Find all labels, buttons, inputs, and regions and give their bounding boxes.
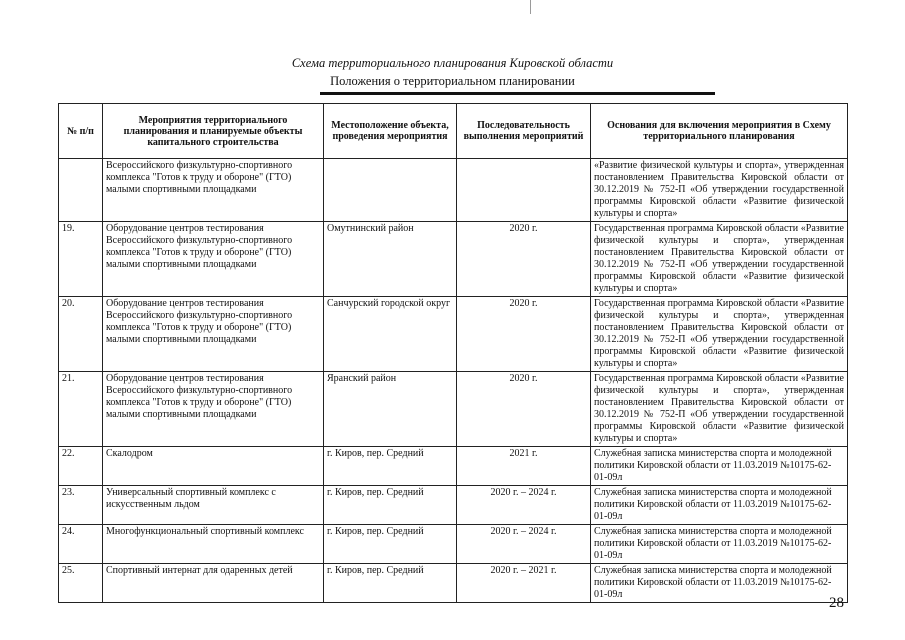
row-number: 23. (59, 486, 103, 525)
row-basis: «Развитие физической культуры и спорта», утвержденная постановлением Правительства Кировской области от 30.12.2019 № 752-П «Об утверждении государственной программы Кировской области «Развитие физической культуры и спорта» (591, 159, 848, 222)
column-header-number: № п/п (59, 104, 103, 159)
row-location: г. Киров, пер. Средний (324, 447, 457, 486)
page-number: 28 (829, 595, 844, 611)
scan-mark (530, 0, 531, 14)
row-basis: Служебная записка министерства спорта и молодежной политики Кировской области от 11.03.2019 №10175-62-01-09л (591, 486, 848, 525)
table-row (59, 222, 848, 297)
row-basis: Служебная записка министерства спорта и молодежной политики Кировской области от 11.03.2019 №10175-62-01-09л (591, 525, 848, 564)
row-sequence: 2020 г. (457, 372, 591, 447)
column-header-basis: Основания для включения мероприятия в Схему территориального планирования (591, 104, 848, 159)
table-header-row (59, 104, 848, 159)
table-row (59, 159, 848, 222)
row-location: Санчурский городской округ (324, 297, 457, 372)
row-sequence: 2020 г. – 2021 г. (457, 564, 591, 603)
row-activity: Скалодром (103, 447, 324, 486)
row-location: Яранский район (324, 372, 457, 447)
table-row (59, 486, 848, 525)
table-row (59, 447, 848, 486)
row-number: 19. (59, 222, 103, 297)
row-location: г. Киров, пер. Средний (324, 486, 457, 525)
row-activity: Оборудование центров тестирования Всероссийского физкультурно-спортивного комплекса "Готов к труду и обороне" (ГТО) малыми спортивными площадками (103, 372, 324, 447)
row-sequence: 2020 г. (457, 222, 591, 297)
row-basis: Государственная программа Кировской области «Развитие физической культуры и спорта», утвержденная постановлением Правительства Кировской области от 30.12.2019 № 752-П «Об утверждении государственной программы Кировской области «Развитие физической культуры и спорта» (591, 297, 848, 372)
row-location: Омутнинский район (324, 222, 457, 297)
table-row (59, 564, 848, 603)
row-activity: Оборудование центров тестирования Всероссийского физкультурно-спортивного комплекса "Готов к труду и обороне" (ГТО) малыми спортивными площадками (103, 297, 324, 372)
row-location: г. Киров, пер. Средний (324, 564, 457, 603)
column-header-sequence: Последовательность выполнения мероприятий (457, 104, 591, 159)
row-sequence: 2021 г. (457, 447, 591, 486)
row-number (59, 159, 103, 222)
row-activity: Спортивный интернат для одаренных детей (103, 564, 324, 603)
row-number: 21. (59, 372, 103, 447)
document-title: Схема территориального планирования Кировской области (291, 56, 614, 70)
column-header-location: Местоположение объекта, проведения мероприятия (324, 104, 457, 159)
row-activity: Универсальный спортивный комплекс с искусственным льдом (103, 486, 324, 525)
row-number: 22. (59, 447, 103, 486)
table-row (59, 372, 848, 447)
row-activity: Оборудование центров тестирования Всероссийского физкультурно-спортивного комплекса "Готов к труду и обороне" (ГТО) малыми спортивными площадками (103, 222, 324, 297)
header-rule (320, 92, 715, 95)
row-sequence: 2020 г. (457, 297, 591, 372)
row-basis: Служебная записка министерства спорта и молодежной политики Кировской области от 11.03.2019 №10175-62-01-09л (591, 447, 848, 486)
table-row (59, 525, 848, 564)
row-number: 24. (59, 525, 103, 564)
row-activity: Многофункциональный спортивный комплекс (103, 525, 324, 564)
planning-table (58, 103, 848, 603)
row-basis: Государственная программа Кировской области «Развитие физической культуры и спорта», утвержденная постановлением Правительства Кировской области от 30.12.2019 № 752-П «Об утверждении государственной программы Кировской области «Развитие физической культуры и спорта» (591, 372, 848, 447)
document-subtitle: Положения о территориальном планировании (330, 74, 575, 88)
row-location: г. Киров, пер. Средний (324, 525, 457, 564)
row-basis: Служебная записка министерства спорта и молодежной политики Кировской области от 11.03.2019 №10175-62-01-09л (591, 564, 848, 603)
row-sequence: 2020 г. – 2024 г. (457, 486, 591, 525)
row-activity: Всероссийского физкультурно-спортивного комплекса "Готов к труду и обороне" (ГТО) малыми спортивными площадками (103, 159, 324, 222)
row-basis: Государственная программа Кировской области «Развитие физической культуры и спорта», утвержденная постановлением Правительства Кировской области от 30.12.2019 № 752-П «Об утверждении государственной программы Кировской области «Развитие физической культуры и спорта» (591, 222, 848, 297)
row-sequence (457, 159, 591, 222)
row-number: 25. (59, 564, 103, 603)
table-row (59, 297, 848, 372)
row-location (324, 159, 457, 222)
column-header-activity: Мероприятия территориального планирования и планируемые объекты капитального строительства (103, 104, 324, 159)
row-sequence: 2020 г. – 2024 г. (457, 525, 591, 564)
row-number: 20. (59, 297, 103, 372)
